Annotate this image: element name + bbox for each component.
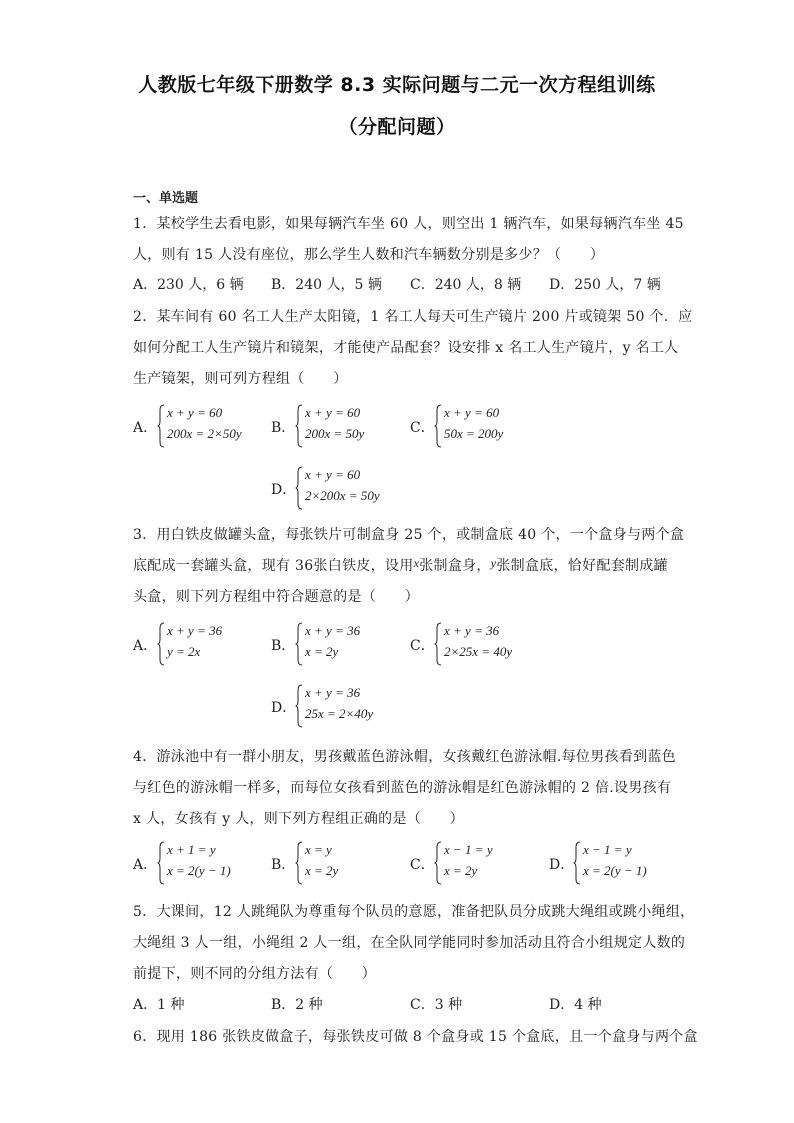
q1-stem-line-1: 1．某校学生去看电影，如果每辆汽车坐 60 人，则空出 1 辆汽车，如果每辆汽车坐 45 xyxy=(133,216,684,232)
equation-2: y = 2x xyxy=(167,644,201,659)
section-heading: 一、单选题 xyxy=(133,191,199,206)
equation-1: x − 1 = y xyxy=(444,842,493,857)
equation-1: x + 1 = y xyxy=(167,842,216,857)
option-label: B． xyxy=(271,638,296,654)
q4-stem-line-1: 4．游泳池中有一群小朋友，男孩戴蓝色游泳帽，女孩戴红色游泳帽.每位男孩看到蓝色 xyxy=(133,749,677,765)
equation-2: x = 2y xyxy=(444,863,478,878)
equation-2: x = 2(y − 1) xyxy=(167,863,231,878)
option-label: D． xyxy=(271,482,297,498)
q3-text-c: 张制盒底，恰好配套制成罐 xyxy=(496,558,668,574)
variable-x: x xyxy=(413,556,420,570)
equation-1: x + y = 36 xyxy=(167,623,223,638)
left-brace-icon xyxy=(295,684,303,728)
q3-text-a: 底配成一套罐头盒，现有 36张白铁皮，设用 xyxy=(133,558,414,574)
equation-2: x = 2y xyxy=(305,863,339,878)
q3-stem-line-1: 3．用白铁皮做罐头盒，每张铁片可制盒身 25 个，或制盒底 40 个，一个盒身与两个盒 xyxy=(133,527,685,543)
q4-stem-line-3: x 人，女孩有 y 人，则下列方程组正确的是（ ） xyxy=(133,811,464,827)
q1-option-b: B．240 人，5 辆 xyxy=(271,277,382,293)
equation-1: x + y = 60 xyxy=(167,405,223,420)
option-label: A． xyxy=(133,420,158,436)
equation-2: 25x = 2×40y xyxy=(305,706,374,721)
q1-option-a: A．230 人，6 辆 xyxy=(133,277,244,293)
option-label: B． xyxy=(271,420,296,436)
q5-option-a: A．1 种 xyxy=(133,997,185,1013)
q3-stem-line-3: 头盒，则下列方程组中符合题意的是（ ） xyxy=(133,589,419,605)
variable-y: y xyxy=(490,556,497,570)
equation-2: 2×200x = 50y xyxy=(305,488,380,503)
q6-stem-line-1: 6．现用 186 张铁皮做盒子，每张铁皮可做 8 个盒身或 15 个盒底，且一个盒身与两个盒 xyxy=(133,1029,698,1045)
equation-1: x − 1 = y xyxy=(583,842,632,857)
q5-option-c: C．3 种 xyxy=(410,997,463,1013)
option-label: B． xyxy=(271,857,296,873)
left-brace-icon xyxy=(434,404,442,448)
equation-2: 200x = 2×50y xyxy=(167,426,242,441)
left-brace-icon xyxy=(434,622,442,666)
page-title: 人教版七年级下册数学 8.3 实际问题与二元一次方程组训练 xyxy=(138,74,656,96)
equation-2: 200x = 50y xyxy=(305,426,365,441)
q5-option-b: B．2 种 xyxy=(271,997,323,1013)
q2-stem-line-3: 生产镜架，则可列方程组（ ） xyxy=(133,371,348,387)
equation-1: x + y = 36 xyxy=(305,623,361,638)
option-label: D． xyxy=(271,700,297,716)
left-brace-icon xyxy=(434,841,442,885)
option-label: A． xyxy=(133,638,158,654)
option-label: D． xyxy=(549,857,575,873)
equation-2: 2×25x = 40y xyxy=(444,644,513,659)
page-subtitle: （分配问题） xyxy=(338,116,456,138)
q1-option-c: C．240 人，8 辆 xyxy=(410,277,522,293)
equation-1: x + y = 36 xyxy=(305,685,361,700)
q1-stem-line-2: 人，则有 15 人没有座位，那么学生人数和汽车辆数分别是多少？（ ） xyxy=(133,247,605,263)
q2-stem-line-1: 2．某车间有 60 名工人生产太阳镜，1 名工人每天可生产镜片 200 片或镜架 50 个．应 xyxy=(133,309,693,325)
q5-option-d: D．4 种 xyxy=(549,997,602,1013)
equation-1: x + y = 60 xyxy=(305,467,361,482)
equation-1: x = y xyxy=(305,842,332,857)
option-label: C． xyxy=(410,857,435,873)
equation-1: x + y = 60 xyxy=(444,405,500,420)
option-label: A． xyxy=(133,857,158,873)
q2-stem-line-2: 如何分配工人生产镜片和镜架，才能使产品配套？设安排 x 名工人生产镜片，y 名工人 xyxy=(133,340,679,356)
equation-1: x + y = 60 xyxy=(305,405,361,420)
q5-stem-line-3: 前提下，则不同的分组方法有（ ） xyxy=(133,966,377,982)
q4-stem-line-2: 与红色的游泳帽一样多，而每位女孩看到蓝色的游泳帽是红色游泳帽的 2 倍.设男孩有 xyxy=(133,780,672,796)
q3-stem-line-2 xyxy=(133,555,668,575)
left-brace-icon xyxy=(295,841,303,885)
option-label: C． xyxy=(410,638,435,654)
equation-2: x = 2y xyxy=(305,644,339,659)
left-brace-icon xyxy=(157,404,165,448)
q3-text-b: 张制盒身， xyxy=(419,558,491,574)
left-brace-icon xyxy=(295,466,303,510)
equation-1: x + y = 36 xyxy=(444,623,500,638)
q1-option-d: D．250 人，7 辆 xyxy=(549,277,661,293)
left-brace-icon xyxy=(157,622,165,666)
option-label: C． xyxy=(410,420,435,436)
left-brace-icon xyxy=(295,622,303,666)
left-brace-icon xyxy=(573,841,581,885)
q5-stem-line-2: 大绳组 3 人一组，小绳组 2 人一组，在全队同学能同时参加活动且符合小组规定人数的 xyxy=(133,935,686,951)
left-brace-icon xyxy=(295,404,303,448)
q5-stem-line-1: 5．大课间，12 人跳绳队为尊重每个队员的意愿，准备把队员分成跳大绳组或跳小绳组， xyxy=(133,904,695,920)
equation-2: 50x = 200y xyxy=(444,426,504,441)
equation-2: x = 2(y − 1) xyxy=(583,863,647,878)
left-brace-icon xyxy=(157,841,165,885)
